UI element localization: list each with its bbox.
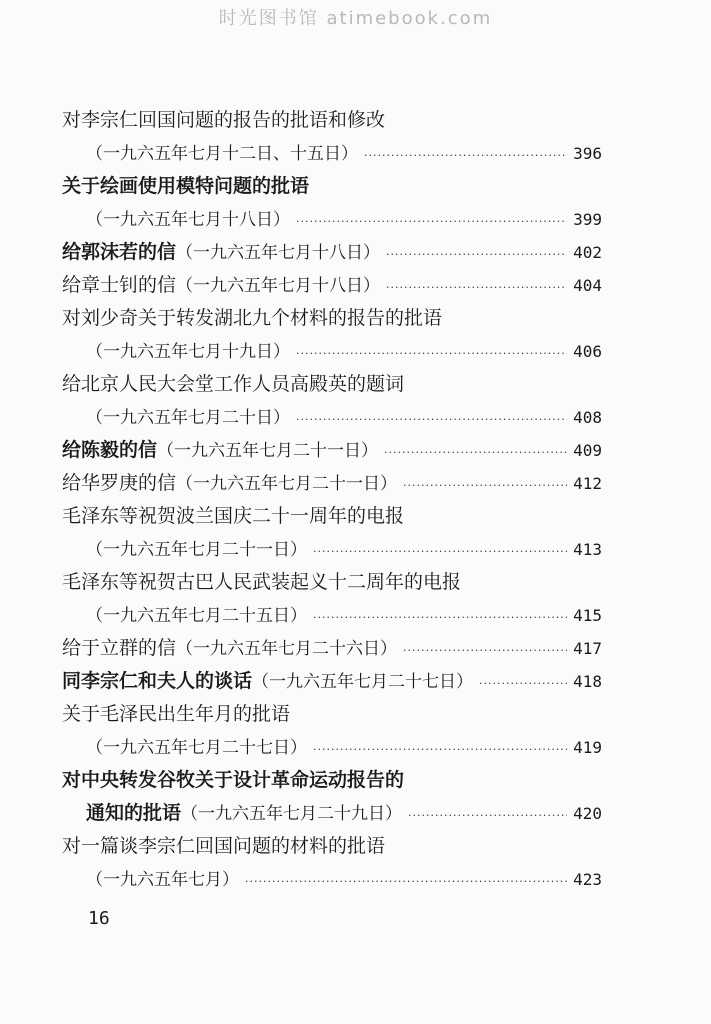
leader-dots: [296, 403, 567, 436]
toc-entry: [62, 236, 602, 269]
toc-entry-date: （一九六五年七月十八日）: [176, 276, 381, 296]
toc-entry-page: 409: [573, 441, 602, 460]
toc-entry: [62, 467, 602, 500]
toc-entry-date: （一九六五年七月二十五日）: [86, 606, 307, 626]
toc-entry: [62, 533, 602, 566]
toc-entry: [62, 500, 602, 533]
leader-dots: [403, 469, 567, 502]
toc-entry-title: 对一篇谈李宗仁回国问题的材料的批语: [62, 835, 386, 857]
leader-dots: [245, 865, 567, 898]
toc-entry: [62, 203, 602, 236]
leader-dots: [313, 733, 567, 766]
leader-dots: [386, 238, 567, 271]
toc-entry-title: 对刘少奇关于转发湖北九个材料的报告的批语: [62, 307, 443, 329]
toc-entry: [62, 269, 602, 302]
page-number: 16: [88, 908, 110, 929]
toc-entry-title: 关于毛泽民出生年月的批语: [62, 703, 291, 725]
leader-dots: [386, 271, 567, 304]
leader-dots: [313, 601, 567, 634]
toc-entry-title: 给郭沫若的信: [62, 241, 177, 263]
toc-entry: [62, 599, 602, 632]
toc-entry-page: 408: [573, 408, 602, 427]
leader-dots: [408, 799, 567, 832]
watermark: 时光图书馆 atimebook.com: [218, 8, 493, 29]
toc-entry-page: 423: [573, 870, 602, 889]
toc-entry-date: （一九六五年七月二十七日）: [252, 672, 474, 692]
toc-entry-title: 给章士钊的信: [62, 274, 177, 296]
toc-entry-title: 给陈毅的信: [62, 439, 158, 461]
toc-entry-title: 通知的批语: [86, 802, 182, 824]
toc-entry-date: （一九六五年七月二十一日）: [157, 441, 379, 461]
toc-entry: [62, 764, 602, 797]
leader-dots: [403, 634, 567, 667]
toc-entry-title: 给于立群的信: [62, 637, 177, 659]
toc-entry: [62, 698, 602, 731]
toc-entry: [62, 566, 602, 599]
toc-entry: [62, 401, 602, 434]
leader-dots: [296, 337, 567, 370]
toc-entry-date: （一九六五年七月二十日）: [86, 408, 290, 428]
toc-entry-page: 404: [573, 276, 602, 295]
toc-entry: [62, 731, 602, 764]
toc-entry-date: （一九六五年七月二十六日）: [176, 639, 398, 659]
toc-entry-date: （一九六五年七月十八日）: [86, 210, 290, 230]
toc-entry: [62, 104, 602, 137]
toc-entry-page: 413: [573, 540, 602, 559]
table-of-contents: [62, 104, 602, 896]
leader-dots: [296, 205, 567, 238]
toc-entry-date: （一九六五年七月）: [86, 870, 239, 890]
toc-entry: [62, 335, 602, 368]
toc-entry-page: 412: [573, 474, 602, 493]
toc-entry-page: 418: [573, 672, 602, 691]
toc-entry-date: （一九六五年七月二十一日）: [86, 540, 307, 560]
toc-entry: [62, 170, 602, 203]
toc-entry-title: 对李宗仁回国问题的报告的批语和修改: [62, 109, 386, 131]
toc-entry-title: 关于绘画使用模特问题的批语: [62, 175, 310, 197]
toc-entry-page: 402: [573, 243, 602, 262]
toc-entry: [62, 665, 602, 698]
toc-entry: [62, 863, 602, 896]
toc-entry-date: （一九六五年七月二十九日）: [181, 804, 403, 824]
toc-entry-page: 415: [573, 606, 602, 625]
toc-entry: [62, 830, 602, 863]
toc-entry: [62, 137, 602, 170]
toc-entry: [62, 632, 602, 665]
toc-entry: [62, 302, 602, 335]
toc-entry-date: （一九六五年七月二十一日）: [176, 474, 398, 494]
toc-entry-title: 毛泽东等祝贺波兰国庆二十一周年的电报: [62, 505, 405, 527]
toc-entry-date: （一九六五年七月十九日）: [86, 342, 290, 362]
toc-entry-date: （一九六五年七月十二日、十五日）: [86, 144, 358, 164]
leader-dots: [479, 667, 567, 700]
toc-entry-title: 给北京人民大会堂工作人员高殿英的题词: [62, 373, 405, 395]
toc-entry-title: 同李宗仁和夫人的谈话: [62, 670, 253, 692]
leader-dots: [384, 436, 567, 469]
leader-dots: [313, 535, 567, 568]
toc-entry: [62, 434, 602, 467]
toc-entry: [62, 797, 602, 830]
toc-entry-page: 417: [573, 639, 602, 658]
toc-entry-date: （一九六五年七月二十七日）: [86, 738, 307, 758]
toc-entry-title: 给华罗庚的信: [62, 472, 177, 494]
toc-entry: [62, 368, 602, 401]
toc-entry-date: （一九六五年七月十八日）: [176, 243, 381, 263]
toc-entry-page: 406: [573, 342, 602, 361]
toc-entry-page: 420: [573, 804, 602, 823]
toc-entry-page: 419: [573, 738, 602, 757]
toc-entry-page: 399: [573, 210, 602, 229]
toc-entry-page: 396: [573, 144, 602, 163]
toc-entry-title: 毛泽东等祝贺古巴人民武装起义十二周年的电报: [62, 571, 462, 593]
toc-entry-title: 对中央转发谷牧关于设计革命运动报告的: [62, 769, 405, 791]
leader-dots: [364, 139, 567, 172]
